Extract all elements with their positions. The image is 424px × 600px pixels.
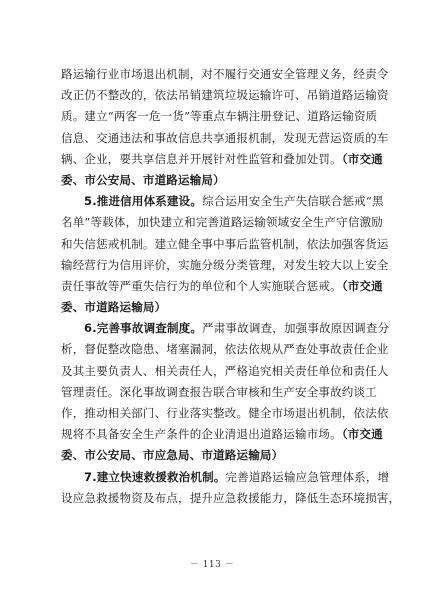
bold-text-segment: 7.建立快速救援救治机制。 bbox=[84, 469, 226, 484]
bold-text-segment: 委、市道路运输局） bbox=[61, 300, 167, 315]
bold-text-segment: 委、市公安局、市应急局、市道路运输局） bbox=[61, 448, 284, 463]
text-line bbox=[61, 106, 378, 127]
document-body bbox=[61, 64, 401, 509]
text-line bbox=[61, 467, 390, 488]
text-line bbox=[61, 403, 389, 424]
paragraph bbox=[61, 64, 389, 191]
text-line bbox=[61, 318, 390, 339]
text-segment: 路运输行业市场退出机制，对不履行交通安全管理义务，经责令 bbox=[61, 67, 389, 81]
text-line bbox=[61, 382, 377, 403]
text-segment: 严肃事故调查，加强事故原因调查分 bbox=[202, 321, 390, 336]
bold-text-segment: （市交通 bbox=[341, 278, 383, 293]
text-segment: 规将不具备安全生产条件的企业清退出道路运输市场。 bbox=[61, 427, 342, 442]
text-line bbox=[61, 424, 383, 445]
text-line bbox=[61, 149, 383, 170]
text-segment: 名单”等载体，加快建立和完善道路运输领域安全生产守信激励 bbox=[61, 215, 383, 230]
text-line bbox=[61, 170, 366, 191]
text-line bbox=[61, 85, 389, 106]
text-line bbox=[61, 128, 389, 149]
paragraph bbox=[61, 318, 390, 466]
text-segment: 和失信惩戒机制。建立健全事中事后监管机制，依法加强客货运 bbox=[61, 236, 389, 251]
bold-text-segment: 委、市公安局、市道路运输局） bbox=[61, 172, 225, 187]
paragraph bbox=[61, 191, 389, 318]
text-segment: 综合运用安全生产失信联合惩戒“黑 bbox=[202, 194, 384, 209]
text-segment: 作，推动相关部门、行业落实整改。健全市场退出机制，依法依 bbox=[61, 406, 389, 420]
text-line bbox=[61, 276, 383, 297]
text-segment: 改正仍不整改的，依法吊销建筑垃圾运输许可、吊销道路运输资 bbox=[61, 88, 389, 103]
text-segment: 输经营行为信用评价，实施分级分类管理，对发生较大以上安全 bbox=[61, 257, 389, 272]
text-line bbox=[61, 488, 401, 509]
text-segment: 析，督促整改隐患、堵塞漏洞，依法依规从严查处事故责任企业 bbox=[61, 342, 389, 357]
bold-text-segment: （市交通 bbox=[341, 427, 383, 442]
text-line bbox=[61, 339, 389, 360]
paragraph bbox=[61, 467, 401, 509]
text-segment: 信息、交通违法和事故信息共享通报机制，发现无营运资质的车 bbox=[61, 130, 389, 145]
text-line bbox=[61, 255, 389, 276]
text-line bbox=[61, 297, 366, 318]
text-segment: 质。建立“两客一危一货”等重点车辆注册登记、道路运输资质 bbox=[61, 109, 378, 124]
page-number: － 113 － bbox=[189, 560, 235, 570]
text-segment: 辆、企业，要共享信息并开展针对性监管和叠加处罚。 bbox=[61, 151, 342, 166]
bold-text-segment: （市交通 bbox=[341, 151, 383, 166]
text-segment: 管理责任。深化事故调查报告联合审核和生产安全事故约谈工 bbox=[61, 384, 377, 399]
text-line bbox=[61, 361, 389, 382]
text-line bbox=[61, 234, 389, 255]
bold-text-segment: 6.完善事故调查制度。 bbox=[84, 321, 203, 336]
text-line bbox=[61, 445, 366, 466]
bold-text-segment: 5.推进信用体系建设。 bbox=[84, 194, 203, 209]
text-segment: 设应急救援物资及布点，提升应急救援能力，降低生态环境损害， bbox=[61, 490, 401, 505]
text-segment: 完善道路运输应急管理体系，增 bbox=[225, 469, 390, 484]
text-line bbox=[61, 212, 383, 233]
text-segment: 及其主要负责人、相关责任人，严格追究相关责任单位和责任人 bbox=[61, 363, 389, 378]
text-segment: 责任事故等严重失信行为的单位和个人实施联合惩戒。 bbox=[61, 278, 342, 293]
text-line bbox=[61, 64, 389, 85]
text-line bbox=[61, 191, 384, 212]
